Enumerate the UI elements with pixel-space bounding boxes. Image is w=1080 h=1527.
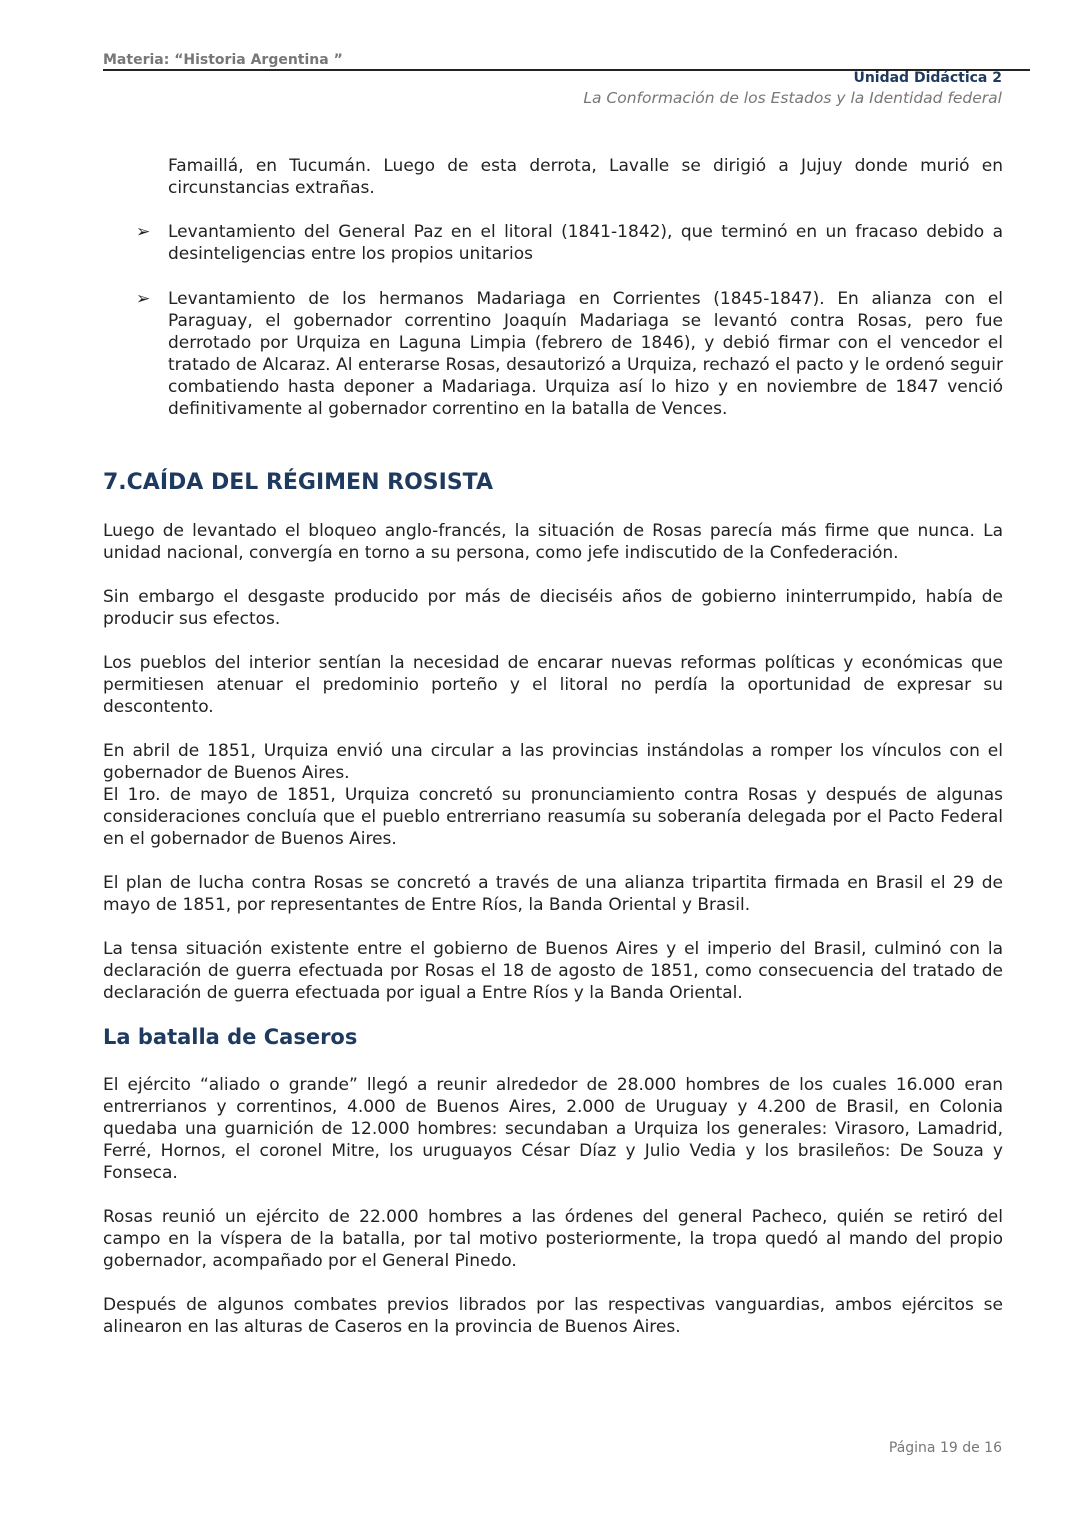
paragraph: El plan de lucha contra Rosas se concretó a través de una alianza tripartita firmada en Brasil el 29 de mayo de 1851, por representantes de Entre Ríos, la Banda Oriental y Brasil. (103, 873, 1003, 915)
arrow-bullet-icon: ➢ (136, 222, 151, 242)
paragraph: Sin embargo el desgaste producido por más de dieciséis años de gobierno ininterrumpido, había de producir sus efectos. (103, 587, 1003, 629)
list-item-text: Levantamiento del General Paz en el litoral (1841-1842), que terminó en un fracaso debido a desinteligencias entre los propios unitarios (168, 222, 1003, 264)
paragraph: Famaillá, en Tucumán. Luego de esta derrota, Lavalle se dirigió a Jujuy donde murió en circunstancias extrañas. (168, 156, 1003, 198)
paragraph: El 1ro. de mayo de 1851, Urquiza concretó su pronunciamiento contra Rosas y después de algunas consideraciones concluía que el pueblo entrerriano reasumía su soberanía delegada por el Pacto Federal en el gobernador de Buenos Aires. (103, 785, 1003, 849)
page-number: Página 19 de 16 (888, 1440, 1002, 1456)
page-content (103, 155, 1003, 1360)
header-unit: Unidad Didáctica 2 (853, 70, 1002, 86)
paragraph: Luego de levantado el bloqueo anglo-francés, la situación de Rosas parecía más firme que nunca. La unidad nacional, convergía en torno a su persona, como jefe indiscutido de la Confederación. (103, 521, 1003, 563)
list-item (103, 288, 1003, 420)
list-item-text: Levantamiento de los hermanos Madariaga en Corrientes (1845-1847). En alianza con el Paraguay, el gobernador correntino Joaquín Madariaga se levantó contra Rosas, pero fue derrotado por Urquiza en Laguna Limpia (febrero de 1846), y debió firmar con el vencedor el tratado de Alcaraz. Al enterarse Rosas, desautorizó a Urquiza, rechazó el pacto y le ordenó seguir combatiendo hasta deponer a Madariaga. Urquiza así lo hizo y en noviembre de 1847 venció definitivamente al gobernador correntino en la batalla de Vences. (168, 289, 1003, 419)
paragraph: Rosas reunió un ejército de 22.000 hombres a las órdenes del general Pacheco, quién se retiró del campo en la víspera de la batalla, por tal motivo posteriormente, la tropa quedó al mando del propio gobernador, acompañado por el General Pinedo. (103, 1207, 1003, 1271)
paragraph: Después de algunos combates previos librados por las respectivas vanguardias, ambos ejércitos se alinearon en las alturas de Caseros en la provincia de Buenos Aires. (103, 1295, 1003, 1337)
subsection-heading: La batalla de Caseros (103, 1025, 358, 1049)
list-item (103, 221, 1003, 265)
bullet-list (103, 221, 1003, 420)
paragraph: La tensa situación existente entre el gobierno de Buenos Aires y el imperio del Brasil, culminó con la declaración de guerra efectuada por Rosas el 18 de agosto de 1851, como consecuencia del tratado de declaración de guerra efectuada por igual a Entre Ríos y la Banda Oriental. (103, 939, 1003, 1003)
arrow-bullet-icon: ➢ (136, 289, 151, 309)
section-heading: 7.CAÍDA DEL RÉGIMEN ROSISTA (103, 470, 493, 495)
paragraph: El ejército “aliado o grande” llegó a reunir alrededor de 28.000 hombres de los cuales 16.000 eran entrerrianos y correntinos, 4.000 de Buenos Aires, 2.000 de Uruguay y 4.200 de Brasil, en Colonia quedaba una guarnición de 12.000 hombres: secundaban a Urquiza los generales: Virasoro, Lamadrid, Ferré, Hornos, el coronel Mitre, los uruguayos César Díaz y Julio Vedia y los brasileños: De Souza y Fonseca. (103, 1075, 1003, 1183)
header-subtitle: La Conformación de los Estados y la Identidad federal (583, 89, 1002, 107)
paragraph: En abril de 1851, Urquiza envió una circular a las provincias instándolas a romper los vínculos con el gobernador de Buenos Aires. (103, 741, 1003, 783)
header-subject: Materia: “Historia Argentina ” (103, 52, 343, 68)
paragraph: Los pueblos del interior sentían la necesidad de encarar nuevas reformas políticas y económicas que permitiesen atenuar el predominio porteño y el litoral no perdía la oportunidad de expresar su descontento. (103, 653, 1003, 717)
